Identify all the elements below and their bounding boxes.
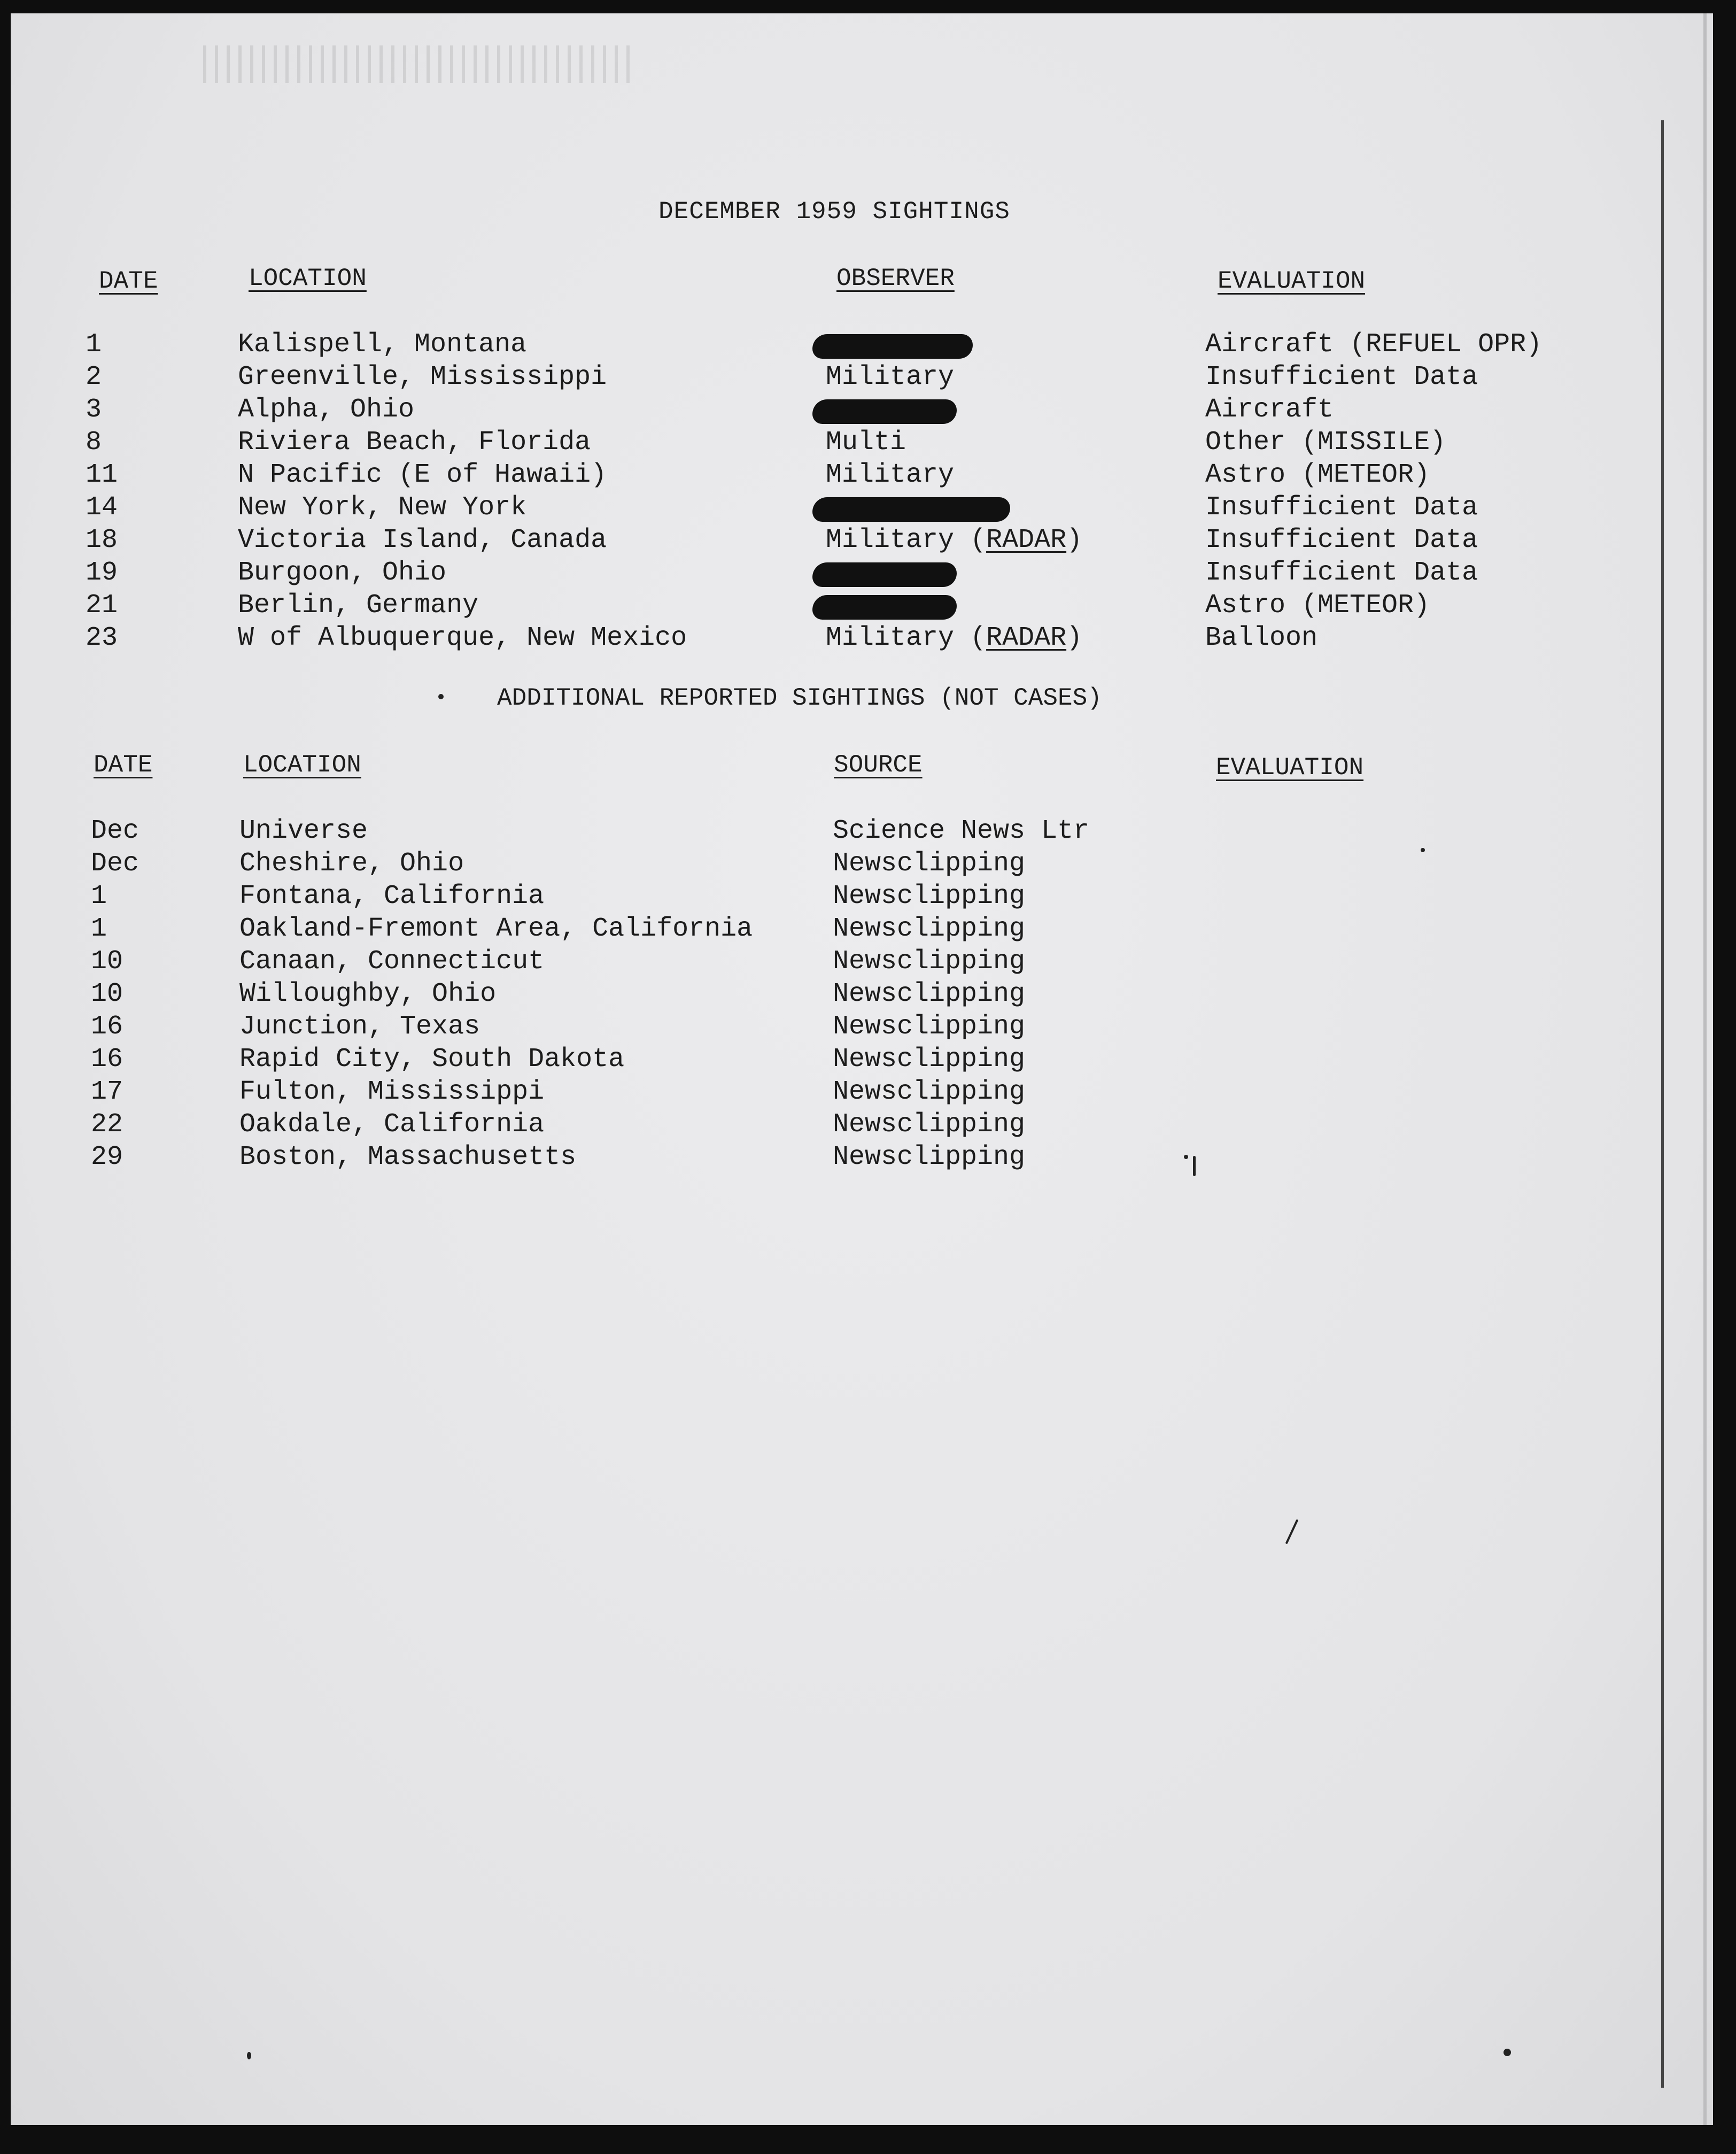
- additional-row-location: Junction, Texas: [239, 1012, 480, 1042]
- table-row: [0, 329, 1736, 361]
- additional-row: [0, 881, 1736, 913]
- additional-row-source: Newsclipping: [833, 946, 1026, 977]
- additional-row-location: Oakland-Fremont Area, California: [239, 914, 753, 944]
- scan-speck: [1503, 2049, 1511, 2056]
- row-evaluation: Astro (METEOR): [1205, 590, 1430, 621]
- additional-row-source: Science News Ltr: [833, 816, 1090, 846]
- table-row: [0, 557, 1736, 589]
- row-location: Burgoon, Ohio: [238, 558, 447, 588]
- additional-row-date: 10: [91, 946, 123, 977]
- row-observer: [826, 459, 954, 491]
- additional-row-source: Newsclipping: [833, 1044, 1026, 1075]
- header-observer: OBSERVER: [836, 265, 955, 292]
- row-observer: Military (RADAR): [826, 623, 1083, 653]
- redaction-mark: [812, 334, 973, 359]
- additional-row-source: Newsclipping: [833, 881, 1026, 912]
- additional-row: [0, 978, 1736, 1010]
- row-observer-text: Military: [826, 460, 955, 490]
- additional-row-location: Oakdale, California: [239, 1109, 545, 1140]
- additional-row-date: 17: [91, 1077, 123, 1107]
- row-location: Berlin, Germany: [238, 590, 479, 621]
- additional-row-date: Dec: [91, 848, 140, 879]
- additional-row-location: Rapid City, South Dakota: [239, 1044, 625, 1075]
- row-observer-text: Multi: [826, 427, 906, 458]
- row-observer: Military (RADAR): [826, 525, 1083, 555]
- row-observer-text: Military: [826, 623, 955, 653]
- row-date: 3: [86, 395, 102, 425]
- table-row: [0, 361, 1736, 393]
- additional-row-date: 1: [91, 914, 107, 944]
- row-date: 21: [86, 590, 118, 621]
- row-date: 2: [86, 362, 102, 392]
- additional-row-location: Fulton, Mississippi: [239, 1077, 545, 1107]
- additional-row-date: 16: [91, 1012, 123, 1042]
- additional-row: [0, 1109, 1736, 1141]
- row-observer-suffix: RADAR: [986, 525, 1067, 555]
- table-row: [0, 590, 1736, 622]
- scan-speck: [1184, 1155, 1188, 1159]
- row-evaluation: Balloon: [1205, 623, 1318, 653]
- additional-row-source: Newsclipping: [833, 914, 1026, 944]
- row-location: W of Albuquerque, New Mexico: [238, 623, 687, 653]
- additional-title: ADDITIONAL REPORTED SIGHTINGS (NOT CASES): [497, 684, 1102, 712]
- additional-header-source: SOURCE: [834, 751, 923, 779]
- additional-row-source: Newsclipping: [833, 1012, 1026, 1042]
- additional-row-location: Canaan, Connecticut: [239, 946, 545, 977]
- header-location: LOCATION: [249, 265, 367, 292]
- redaction-mark: [812, 497, 1010, 522]
- row-date: 8: [86, 427, 102, 458]
- table-row: [0, 459, 1736, 491]
- row-evaluation: Aircraft (REFUEL OPR): [1205, 329, 1543, 360]
- additional-row-date: 1: [91, 881, 107, 912]
- additional-row-source: Newsclipping: [833, 1109, 1026, 1140]
- additional-row-source: Newsclipping: [833, 1077, 1026, 1107]
- row-date: 18: [86, 525, 118, 555]
- additional-row-date: 16: [91, 1044, 123, 1075]
- additional-header-evaluation: EVALUATION: [1216, 754, 1364, 782]
- row-evaluation: Insufficient Data: [1205, 558, 1478, 588]
- table-row: [0, 622, 1736, 654]
- additional-row-location: Universe: [239, 816, 368, 846]
- row-date: 14: [86, 492, 118, 523]
- additional-row-source: Newsclipping: [833, 979, 1026, 1009]
- row-evaluation: Aircraft: [1205, 395, 1334, 425]
- page-title: DECEMBER 1959 SIGHTINGS: [658, 198, 1010, 226]
- redaction-mark: [812, 399, 957, 424]
- redaction-mark: [812, 562, 957, 587]
- additional-row-date: 29: [91, 1142, 123, 1172]
- additional-row-location: Cheshire, Ohio: [239, 848, 464, 879]
- row-date: 19: [86, 558, 118, 588]
- additional-row-location: Willoughby, Ohio: [239, 979, 497, 1009]
- additional-row: [0, 848, 1736, 880]
- row-location: Riviera Beach, Florida: [238, 427, 591, 458]
- row-evaluation: Insufficient Data: [1205, 362, 1478, 392]
- row-observer-text: Military: [826, 362, 955, 392]
- header-date: DATE: [99, 267, 158, 295]
- additional-header-date: DATE: [94, 751, 153, 779]
- row-location: Alpha, Ohio: [238, 395, 415, 425]
- additional-row-source: Newsclipping: [833, 1142, 1026, 1172]
- additional-row: [0, 1076, 1736, 1108]
- redaction-mark: [812, 595, 957, 620]
- additional-row: [0, 1044, 1736, 1076]
- scan-speck: [247, 2052, 251, 2059]
- additional-row-date: Dec: [91, 816, 140, 846]
- row-location: Victoria Island, Canada: [238, 525, 607, 555]
- table-row: [0, 492, 1736, 524]
- row-observer: [826, 427, 906, 459]
- scan-speck: [1421, 848, 1425, 852]
- row-observer: [826, 361, 954, 393]
- row-location: Greenville, Mississippi: [238, 362, 607, 392]
- additional-row-location: Boston, Massachusetts: [239, 1142, 577, 1172]
- row-evaluation: Astro (METEOR): [1205, 460, 1430, 490]
- row-observer-text: Military: [826, 525, 955, 555]
- top-smudge: [203, 45, 631, 83]
- row-evaluation: Other (MISSILE): [1205, 427, 1446, 458]
- additional-row: [0, 1011, 1736, 1043]
- scan-mark: [1193, 1156, 1196, 1176]
- row-evaluation: Insufficient Data: [1205, 525, 1478, 555]
- additional-row-location: Fontana, California: [239, 881, 545, 912]
- additional-row: [0, 946, 1736, 978]
- header-evaluation: EVALUATION: [1218, 267, 1366, 295]
- row-observer-suffix: RADAR: [986, 623, 1067, 653]
- row-date: 23: [86, 623, 118, 653]
- additional-row-date: 22: [91, 1109, 123, 1140]
- row-date: 11: [86, 460, 118, 490]
- additional-row: [0, 815, 1736, 847]
- additional-row: [0, 913, 1736, 945]
- row-location: New York, New York: [238, 492, 527, 523]
- row-location: Kalispell, Montana: [238, 329, 527, 360]
- additional-row-source: Newsclipping: [833, 848, 1026, 879]
- additional-row: [0, 1141, 1736, 1173]
- table-row: [0, 394, 1736, 426]
- scan-speck: [438, 694, 444, 699]
- row-date: 1: [86, 329, 102, 360]
- additional-row-date: 10: [91, 979, 123, 1009]
- table-row: [0, 427, 1736, 459]
- row-evaluation: Insufficient Data: [1205, 492, 1478, 523]
- row-location: N Pacific (E of Hawaii): [238, 460, 607, 490]
- table-row: [0, 524, 1736, 557]
- additional-header-location: LOCATION: [243, 751, 361, 779]
